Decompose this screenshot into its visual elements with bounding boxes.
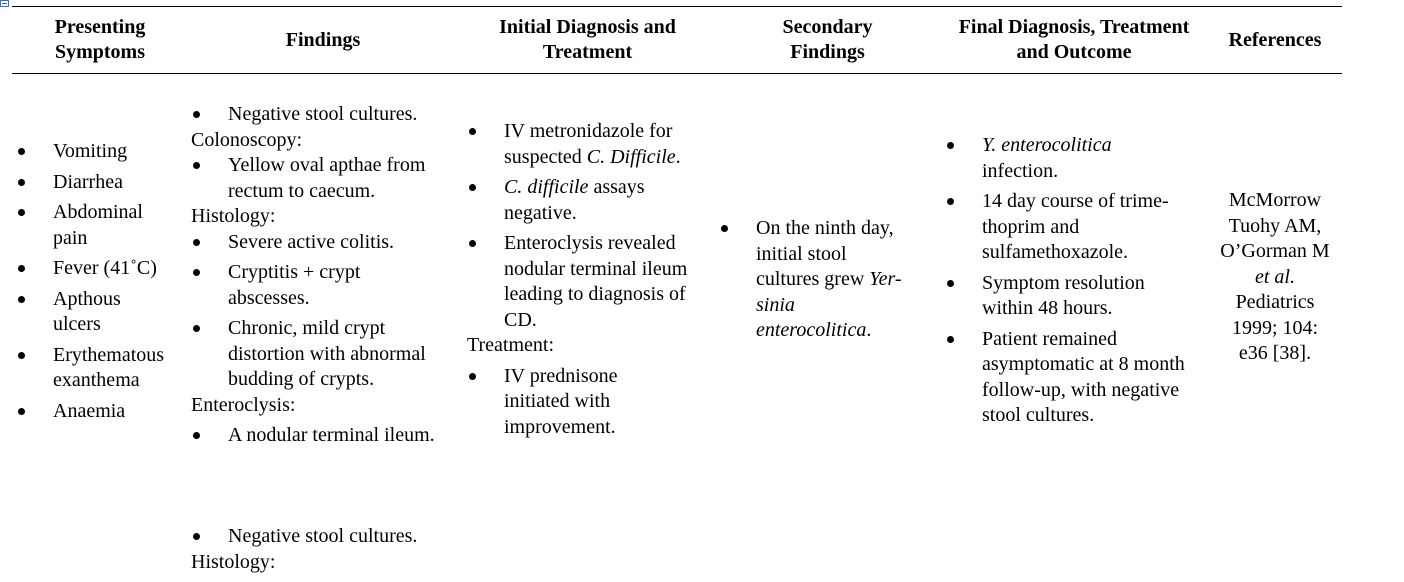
bullet-icon [193, 432, 200, 439]
secondary-findings-column [719, 216, 929, 344]
list-item: Erythematous exanthema [16, 343, 186, 394]
bullet-icon [469, 240, 476, 247]
header-final-diagnosis: Final Diagnosis, Treatment and Outcome [958, 16, 1190, 63]
list-item: 14 day course of trime- thoprim and sulfamethoxazole. [945, 189, 1215, 266]
bullet-icon [18, 179, 25, 186]
header-initial-diagnosis: Initial Diagnosis and Treatment [499, 16, 676, 63]
header-presenting-symptoms: Presenting Symptoms [54, 16, 146, 63]
list-item: Diarrhea [16, 170, 186, 196]
bullet-icon [18, 352, 25, 359]
bullet-icon [721, 225, 728, 232]
reference-text: e36 [38]. [1238, 342, 1312, 364]
bullet-icon [947, 336, 954, 343]
bullet-icon [193, 162, 200, 169]
enteroclysis-label: Enteroclysis: [191, 393, 296, 416]
bullet-icon [947, 280, 954, 287]
bullet-icon [469, 184, 476, 191]
bullet-icon [193, 111, 200, 118]
list-item: Negative stool cultures. [191, 102, 466, 128]
reference-text: et al. [1255, 265, 1295, 288]
list-item: Vomiting [16, 139, 186, 165]
histology-label: Histology: [191, 205, 276, 227]
list-item: IV prednisone initiated with improvement. [467, 364, 717, 441]
bullet-icon [18, 209, 25, 216]
bullet-icon [193, 533, 200, 540]
list-item: Anaemia [16, 399, 186, 425]
list-item: Y. enterocolitica infection. [945, 133, 1215, 184]
reference-text: 1999; 104: [1231, 316, 1319, 339]
bullet-icon [469, 128, 476, 135]
symptoms-column [16, 139, 186, 424]
list-item: Apthous ulcers [16, 287, 186, 338]
treatment-label: Treatment: [467, 334, 555, 356]
findings-column [191, 102, 466, 449]
bullet-icon [193, 239, 200, 246]
list-item: Cryptitis + crypt abscesses. [191, 260, 466, 311]
reference-text: McMorrow [1228, 189, 1322, 211]
reference-text: Tuohy AM, [1228, 214, 1322, 237]
bullet-icon [193, 269, 200, 276]
list-item: Chronic, mild crypt distortion with abnormal budding of crypts. [191, 316, 466, 393]
reference-text: Pediatrics [1235, 291, 1315, 313]
bullet-icon [947, 198, 954, 205]
list-item: C. difficile assays negative. [467, 175, 717, 226]
references-column [1210, 188, 1340, 367]
bullet-icon [18, 296, 25, 303]
list-item: Patient remained asymptomatic at 8 month follow-up, with negative stool cultures. [945, 327, 1215, 429]
list-item: Yellow oval apthae from rectum to caecum. [191, 153, 466, 204]
list-item: Symptom resolution within 48 hours. [945, 271, 1215, 322]
list-item: A nodular terminal ileum. [191, 423, 466, 449]
histology-label: Histology: [191, 550, 276, 573]
list-item: Negative stool cultures. [191, 524, 466, 550]
list-item: IV metronidazole for suspected C. Difficile. [467, 119, 717, 170]
list-item: Enteroclysis revealed nodular terminal ileum leading to diagnosis of CD. [467, 231, 717, 333]
corner-marker-icon [0, 0, 9, 7]
bullet-icon [469, 373, 476, 380]
bullet-icon [193, 325, 200, 332]
bullet-icon [18, 265, 25, 272]
list-item: Fever (41˚C) [16, 256, 186, 282]
initial-diagnosis-column [467, 119, 717, 440]
reference-text: O’Gorman M [1220, 240, 1330, 262]
header-secondary-findings: Secondary Findings [782, 16, 873, 63]
table-top-rule [12, 6, 1342, 7]
bullet-icon [947, 142, 954, 149]
header-findings: Findings [285, 29, 361, 51]
list-item: Severe active colitis. [191, 230, 466, 256]
list-item: Abdominal pain [16, 200, 186, 251]
second-row-findings [191, 524, 466, 575]
header-bottom-rule [12, 73, 1342, 74]
bullet-icon [18, 148, 25, 155]
header-references: References [1228, 29, 1322, 51]
list-item: On the ninth day, initial stool cultures grew Yer- sinia enterocolitica. [719, 216, 929, 344]
final-diagnosis-column [945, 133, 1215, 429]
colonoscopy-label: Colonoscopy: [191, 128, 303, 151]
bullet-icon [18, 408, 25, 415]
